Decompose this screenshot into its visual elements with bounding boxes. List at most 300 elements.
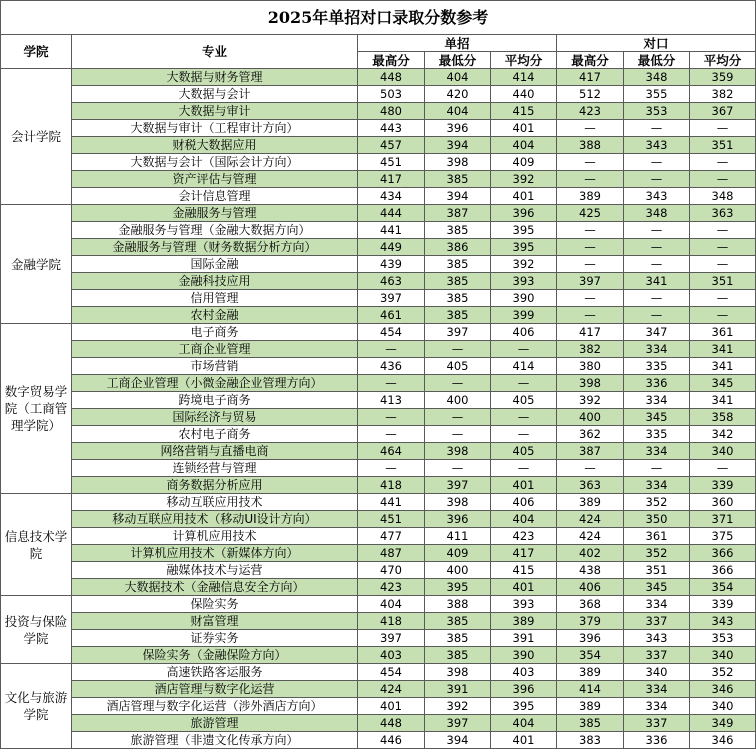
score-cell: 335 (624, 426, 690, 443)
score-cell: 350 (624, 511, 690, 528)
major-cell: 工商企业管理（小微金融企业管理方向） (72, 375, 358, 392)
score-cell: 394 (425, 137, 491, 154)
score-cell: 336 (624, 732, 690, 749)
score-cell: 440 (491, 86, 557, 103)
score-cell: 424 (358, 681, 425, 698)
score-cell: 340 (690, 698, 756, 715)
score-cell: 451 (358, 511, 425, 528)
score-cell: 424 (557, 528, 624, 545)
score-cell: 390 (491, 290, 557, 307)
sub-header-max: 最高分 (557, 52, 624, 69)
score-cell: 361 (624, 528, 690, 545)
score-cell: 349 (690, 715, 756, 732)
major-cell: 大数据与会计 (72, 86, 358, 103)
table-row (1, 477, 756, 494)
college-cell: 金融学院 (1, 205, 72, 324)
college-cell: 数字贸易学院（工商管理学院） (1, 324, 72, 494)
table-row (1, 732, 756, 749)
score-cell: 401 (491, 188, 557, 205)
major-header: 专业 (72, 35, 358, 69)
major-cell: 金融科技应用 (72, 273, 358, 290)
score-cell: 397 (425, 715, 491, 732)
score-cell: 385 (425, 630, 491, 647)
score-cell: 394 (425, 188, 491, 205)
score-cell: — (690, 256, 756, 273)
score-cell: 418 (358, 613, 425, 630)
score-cell: — (690, 460, 756, 477)
score-cell: 423 (358, 579, 425, 596)
score-cell: 423 (557, 103, 624, 120)
score-cell: 347 (624, 324, 690, 341)
score-cell: 401 (491, 120, 557, 137)
score-cell: 396 (425, 120, 491, 137)
score-cell: 406 (557, 579, 624, 596)
score-cell: 461 (358, 307, 425, 324)
score-cell: 387 (425, 205, 491, 222)
major-cell: 融媒体技术与运营 (72, 562, 358, 579)
score-cell: 449 (358, 239, 425, 256)
score-cell: 404 (425, 69, 491, 86)
score-cell: 403 (491, 664, 557, 681)
major-cell: 高速铁路客运服务 (72, 664, 358, 681)
score-cell: — (491, 460, 557, 477)
score-cell: 441 (358, 222, 425, 239)
score-cell: 361 (690, 324, 756, 341)
score-cell: 388 (425, 596, 491, 613)
score-cell: 334 (624, 443, 690, 460)
college-header: 学院 (1, 35, 72, 69)
college-cell: 会计学院 (1, 69, 72, 205)
score-cell: — (491, 341, 557, 358)
score-cell: 345 (690, 375, 756, 392)
score-cell: 351 (624, 562, 690, 579)
score-cell: — (557, 256, 624, 273)
score-cell: 390 (491, 647, 557, 664)
score-cell: 340 (690, 443, 756, 460)
major-cell: 金融服务与管理（财务数据分析方向） (72, 239, 358, 256)
major-cell: 农村电子商务 (72, 426, 358, 443)
table-row (1, 528, 756, 545)
score-cell: 441 (358, 494, 425, 511)
score-cell: 454 (358, 664, 425, 681)
table-row (1, 630, 756, 647)
college-cell: 投资与保险学院 (1, 596, 72, 664)
score-cell: 385 (425, 290, 491, 307)
score-cell: 396 (557, 630, 624, 647)
table-row (1, 188, 756, 205)
table-row (1, 460, 756, 477)
score-cell: 393 (491, 596, 557, 613)
score-cell: 400 (425, 562, 491, 579)
score-cell: 359 (690, 69, 756, 86)
table-row (1, 256, 756, 273)
score-cell: — (358, 409, 425, 426)
sub-header-min: 最低分 (624, 52, 690, 69)
score-cell: 425 (557, 205, 624, 222)
major-cell: 旅游管理 (72, 715, 358, 732)
major-cell: 大数据与审计 (72, 103, 358, 120)
score-cell: 351 (690, 137, 756, 154)
table-row (1, 120, 756, 137)
score-cell: 375 (690, 528, 756, 545)
score-cell: 343 (690, 613, 756, 630)
major-cell: 国际经济与贸易 (72, 409, 358, 426)
score-cell: — (624, 239, 690, 256)
score-cell: 348 (624, 205, 690, 222)
score-cell: 402 (557, 545, 624, 562)
score-cell: 401 (491, 732, 557, 749)
score-cell: 392 (491, 171, 557, 188)
score-cell: 371 (690, 511, 756, 528)
table-row (1, 69, 756, 86)
score-cell: 382 (690, 86, 756, 103)
table-row (1, 681, 756, 698)
table-row (1, 205, 756, 222)
score-cell: — (425, 341, 491, 358)
major-cell: 网络营销与直播电商 (72, 443, 358, 460)
score-cell: — (690, 307, 756, 324)
major-cell: 证券实务 (72, 630, 358, 647)
sub-header-avg: 平均分 (491, 52, 557, 69)
score-cell: 439 (358, 256, 425, 273)
score-cell: 405 (491, 392, 557, 409)
score-cell: 480 (358, 103, 425, 120)
score-cell: — (557, 460, 624, 477)
score-cell: 446 (358, 732, 425, 749)
score-cell: 334 (624, 341, 690, 358)
score-cell: 397 (425, 477, 491, 494)
score-cell: — (557, 154, 624, 171)
score-cell: 393 (491, 273, 557, 290)
table-row (1, 579, 756, 596)
college-cell: 文化与旅游学院 (1, 664, 72, 749)
score-cell: — (557, 239, 624, 256)
score-cell: 397 (358, 290, 425, 307)
score-cell: 363 (690, 205, 756, 222)
major-cell: 金融服务与管理（金融大数据方向） (72, 222, 358, 239)
college-cell: 信息技术学院 (1, 494, 72, 596)
score-cell: 396 (491, 681, 557, 698)
score-cell: 385 (425, 613, 491, 630)
score-cell: 339 (690, 477, 756, 494)
score-cell: 409 (491, 154, 557, 171)
score-cell: 335 (624, 358, 690, 375)
major-cell: 酒店管理与数字化运营（涉外酒店方向） (72, 698, 358, 715)
score-cell: 464 (358, 443, 425, 460)
major-cell: 商务数据分析应用 (72, 477, 358, 494)
score-cell: 352 (690, 664, 756, 681)
score-cell: 454 (358, 324, 425, 341)
score-cell: 399 (491, 307, 557, 324)
score-cell: 417 (358, 171, 425, 188)
score-cell: 355 (624, 86, 690, 103)
major-cell: 酒店管理与数字化运营 (72, 681, 358, 698)
major-cell: 会计信息管理 (72, 188, 358, 205)
score-cell: 368 (557, 596, 624, 613)
score-cell: 343 (624, 188, 690, 205)
score-cell: 487 (358, 545, 425, 562)
major-cell: 移动互联应用技术（移动UI设计方向） (72, 511, 358, 528)
score-cell: 415 (491, 562, 557, 579)
major-cell: 工商企业管理 (72, 341, 358, 358)
group-header-dankao: 单招 (358, 35, 557, 52)
table-row (1, 137, 756, 154)
table-row (1, 613, 756, 630)
score-cell: 398 (425, 664, 491, 681)
score-cell: 396 (425, 511, 491, 528)
score-cell: 385 (425, 273, 491, 290)
score-cell: 380 (557, 358, 624, 375)
score-cell: 457 (358, 137, 425, 154)
group-header-duikou: 对口 (557, 35, 756, 52)
table-row (1, 664, 756, 681)
score-cell: 391 (425, 681, 491, 698)
score-cell: 401 (358, 698, 425, 715)
score-cell: 389 (557, 698, 624, 715)
score-cell: 436 (358, 358, 425, 375)
score-cell: 414 (491, 69, 557, 86)
score-cell: 389 (491, 613, 557, 630)
score-cell: 389 (557, 664, 624, 681)
score-cell: — (624, 256, 690, 273)
score-cell: 397 (358, 630, 425, 647)
score-cell: 400 (557, 409, 624, 426)
score-cell: 341 (690, 392, 756, 409)
major-cell: 大数据与财务管理 (72, 69, 358, 86)
table-row (1, 290, 756, 307)
table-row (1, 647, 756, 664)
score-cell: — (690, 290, 756, 307)
score-cell: 385 (425, 647, 491, 664)
score-cell: 404 (425, 103, 491, 120)
score-cell: 398 (425, 443, 491, 460)
score-cell: 401 (491, 477, 557, 494)
score-cell: — (425, 460, 491, 477)
table-row (1, 273, 756, 290)
score-cell: 360 (690, 494, 756, 511)
score-cell: 343 (624, 137, 690, 154)
score-cell: — (624, 120, 690, 137)
score-cell: 392 (425, 698, 491, 715)
score-cell: — (624, 154, 690, 171)
score-cell: 443 (358, 120, 425, 137)
score-cell: 398 (425, 494, 491, 511)
score-cell: — (557, 120, 624, 137)
score-cell: 397 (425, 324, 491, 341)
score-cell: 334 (624, 477, 690, 494)
score-cell: 396 (491, 205, 557, 222)
table-row (1, 562, 756, 579)
score-cell: — (358, 426, 425, 443)
score-cell: 438 (557, 562, 624, 579)
score-table-body (1, 69, 756, 749)
score-cell: 423 (491, 528, 557, 545)
score-cell: 406 (491, 494, 557, 511)
table-row (1, 443, 756, 460)
score-cell: 352 (624, 494, 690, 511)
score-cell: 366 (690, 562, 756, 579)
score-cell: 352 (624, 545, 690, 562)
score-cell: 346 (690, 681, 756, 698)
score-cell: 340 (690, 647, 756, 664)
score-cell: 477 (358, 528, 425, 545)
score-cell: 401 (491, 579, 557, 596)
score-cell: — (557, 171, 624, 188)
score-cell: — (557, 290, 624, 307)
score-cell: 346 (690, 732, 756, 749)
score-cell: — (690, 239, 756, 256)
score-cell: 351 (690, 273, 756, 290)
score-cell: 503 (358, 86, 425, 103)
major-cell: 大数据技术（金融信息安全方向） (72, 579, 358, 596)
score-cell: 414 (557, 681, 624, 698)
table-row (1, 341, 756, 358)
score-cell: 354 (557, 647, 624, 664)
major-cell: 移动互联应用技术 (72, 494, 358, 511)
score-cell: 415 (491, 103, 557, 120)
table-row (1, 494, 756, 511)
score-cell: — (557, 307, 624, 324)
score-cell: 385 (557, 715, 624, 732)
score-cell: 512 (557, 86, 624, 103)
score-cell: — (690, 120, 756, 137)
score-cell: 337 (624, 647, 690, 664)
major-cell: 信用管理 (72, 290, 358, 307)
score-cell: — (491, 409, 557, 426)
table-row (1, 392, 756, 409)
sub-header-max: 最高分 (358, 52, 425, 69)
score-cell: 386 (425, 239, 491, 256)
table-row (1, 239, 756, 256)
score-cell: 395 (491, 239, 557, 256)
table-row (1, 596, 756, 613)
score-cell: 409 (425, 545, 491, 562)
score-cell: 394 (425, 732, 491, 749)
table-row (1, 86, 756, 103)
score-cell: 400 (425, 392, 491, 409)
score-cell: — (425, 426, 491, 443)
score-cell: 444 (358, 205, 425, 222)
major-cell: 保险实务 (72, 596, 358, 613)
major-cell: 连锁经营与管理 (72, 460, 358, 477)
score-cell: 353 (624, 103, 690, 120)
sub-header-min: 最低分 (425, 52, 491, 69)
score-cell: 385 (425, 307, 491, 324)
score-cell: — (624, 171, 690, 188)
major-cell: 大数据与审计（工程审计方向） (72, 120, 358, 137)
score-cell: 391 (491, 630, 557, 647)
score-cell: 362 (557, 426, 624, 443)
score-cell: — (624, 222, 690, 239)
table-row (1, 324, 756, 341)
score-cell: 406 (491, 324, 557, 341)
table-row (1, 715, 756, 732)
score-cell: 405 (491, 443, 557, 460)
score-cell: — (425, 409, 491, 426)
score-cell: 334 (624, 681, 690, 698)
score-cell: 348 (624, 69, 690, 86)
major-cell: 保险实务（金融保险方向） (72, 647, 358, 664)
score-cell: 341 (624, 273, 690, 290)
page-title: 2025年单招对口录取分数参考 (1, 1, 756, 35)
score-cell: 379 (557, 613, 624, 630)
score-cell: 334 (624, 392, 690, 409)
score-cell: 354 (690, 579, 756, 596)
score-cell: 340 (624, 664, 690, 681)
score-cell: 404 (491, 137, 557, 154)
score-cell: 414 (491, 358, 557, 375)
score-cell: 337 (624, 715, 690, 732)
score-cell: 395 (491, 698, 557, 715)
score-cell: — (358, 460, 425, 477)
score-cell: 397 (557, 273, 624, 290)
major-cell: 资产评估与管理 (72, 171, 358, 188)
score-cell: — (690, 222, 756, 239)
score-cell: 342 (690, 426, 756, 443)
score-cell: 388 (557, 137, 624, 154)
score-cell: 353 (690, 630, 756, 647)
score-cell: 451 (358, 154, 425, 171)
table-row (1, 222, 756, 239)
score-cell: 345 (624, 409, 690, 426)
score-cell: 404 (358, 596, 425, 613)
score-cell: 336 (624, 375, 690, 392)
score-cell: 345 (624, 579, 690, 596)
score-cell: — (624, 307, 690, 324)
major-cell: 旅游管理（非遗文化传承方向） (72, 732, 358, 749)
score-cell: 448 (358, 69, 425, 86)
table-row (1, 103, 756, 120)
score-cell: 403 (358, 647, 425, 664)
major-cell: 计算机应用技术（新媒体方向） (72, 545, 358, 562)
table-row (1, 409, 756, 426)
score-cell: 395 (425, 579, 491, 596)
score-cell: 366 (690, 545, 756, 562)
major-cell: 财税大数据应用 (72, 137, 358, 154)
major-cell: 市场营销 (72, 358, 358, 375)
score-cell: — (624, 290, 690, 307)
score-cell: — (425, 375, 491, 392)
score-cell: — (690, 171, 756, 188)
score-cell: 463 (358, 273, 425, 290)
sub-header-avg: 平均分 (690, 52, 756, 69)
score-cell: 343 (624, 630, 690, 647)
score-cell: 392 (491, 256, 557, 273)
score-cell: 383 (557, 732, 624, 749)
table-row (1, 154, 756, 171)
score-cell: 420 (425, 86, 491, 103)
table-row (1, 375, 756, 392)
score-cell: 389 (557, 494, 624, 511)
major-cell: 农村金融 (72, 307, 358, 324)
table-row (1, 171, 756, 188)
score-cell: 385 (425, 222, 491, 239)
score-cell: — (557, 222, 624, 239)
score-cell: 334 (624, 596, 690, 613)
major-cell: 大数据与会计（国际会计方向） (72, 154, 358, 171)
score-cell: 385 (425, 171, 491, 188)
table-row (1, 511, 756, 528)
major-cell: 计算机应用技术 (72, 528, 358, 545)
table-row (1, 545, 756, 562)
score-cell: — (690, 154, 756, 171)
major-cell: 金融服务与管理 (72, 205, 358, 222)
score-cell: 405 (425, 358, 491, 375)
score-cell: 389 (557, 188, 624, 205)
score-cell: — (491, 426, 557, 443)
table-row (1, 307, 756, 324)
score-cell: 395 (491, 222, 557, 239)
